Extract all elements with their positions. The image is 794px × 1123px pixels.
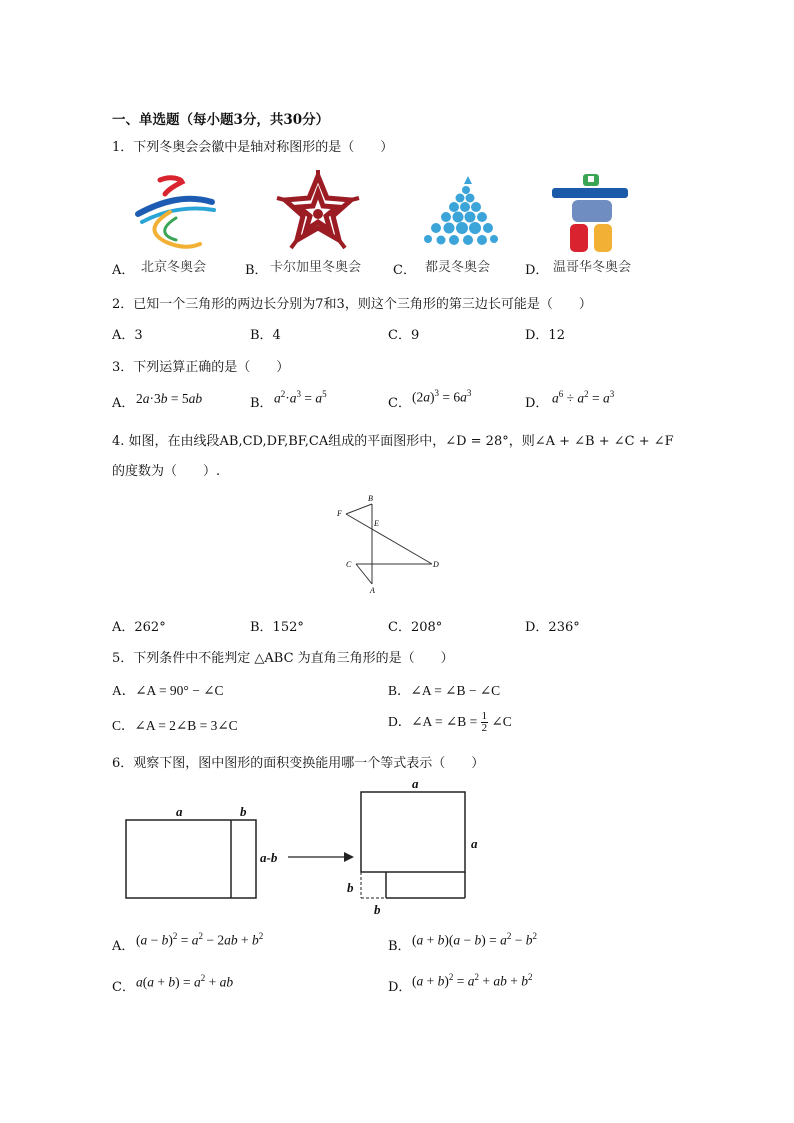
q3-option-b-letter: B． [250,396,273,411]
q1-option-a-label: 北京冬奥会 [141,260,207,275]
question-6-stem: 6．观察下图，图中图形的面积变换能用哪一个等式表示（ ） [112,756,485,771]
q6-label-b-left: b [240,804,247,819]
q6-option-a-letter: A． [112,939,135,954]
q4-label-d: D [433,560,439,569]
q1-option-b-label: 卡尔加里冬奥会 [270,260,362,275]
q6-label-b-small-bottom: b [374,902,381,917]
q5-option-d-text: D．∠A = ∠B = [388,714,481,729]
q1-option-b-letter: B． [245,263,268,278]
q4-label-b: B [368,494,373,503]
q3-option-a-expr: 2a·3b = 5ab [136,391,203,406]
calgary-emblem [275,170,361,256]
q1-option-a-letter: A． [112,263,135,278]
beijing-emblem [130,172,220,256]
q6-label-a-right: a [471,836,478,851]
q4-label-e: E [374,519,379,528]
vancouver-emblem [548,170,634,256]
q1-option-c-label: 都灵冬奥会 [425,260,491,275]
q5-option-d-fraction: $\frac{1}{2}$ [481,710,488,735]
q3-option-c-expr: $(2a)^3 = 6a^3$ [412,388,472,405]
q4-option-a: A．262° [112,620,166,635]
q6-option-c-expr: $a(a + b) = a^2$ + ab [136,973,234,990]
q6-option-d-expr: $(a + b)^2 = a^2$ + ab + $b^2$ [412,972,533,989]
section-title: 一、单选题（每小题3分，共30分） [112,112,330,128]
q6-option-b-letter: B． [388,939,411,954]
q6-label-a-left: a [176,804,183,819]
q4-option-d: D．236° [525,620,580,635]
torino-emblem [416,174,500,252]
q4-option-b: B．152° [250,620,304,635]
q6-label-a-top: a [412,776,419,791]
q2-option-a: A．3 [112,328,143,343]
q6-option-a-expr: $(a - b)^2 = a^2 - 2ab + b^2$ [136,931,264,948]
q6-option-b-expr: $(a + b)(a - b) = a^2 - b^2$ [412,931,537,948]
q5-option-b: B．∠A = ∠B − ∠C [388,683,501,698]
q6-option-d-letter: D． [388,980,412,995]
question-2-stem: 2．已知一个三角形的两边长分别为7和3，则这个三角形的第三边长可能是（ ） [112,297,592,312]
question-4-stem-line2: 的度数为（ ）. [112,464,221,479]
question-4-stem-line1: 4. 如图，在由线段AB,CD,DF,BF,CA组成的平面图形中，∠D = 28°，则∠A + ∠B + ∠C + ∠F [112,434,674,449]
q5-option-d [388,710,512,734]
q1-option-c-letter: C． [393,263,416,278]
q3-option-c-letter: C． [388,396,411,411]
q4-figure [334,492,444,596]
q3-option-a-letter: A． [112,396,135,411]
q6-label-b-small-left: b [347,880,354,895]
q2-option-c: C．9 [388,328,420,343]
q5-option-c: C．∠A = 2∠B = 3∠C [112,718,238,733]
q5-option-d-tail: ∠C [491,714,512,729]
q6-label-a-minus-b: a-b [260,850,278,865]
question-5-stem: 5．下列条件中不能判定 △ABC 为直角三角形的是（ ） [112,651,454,666]
q6-option-c-letter: C． [112,980,135,995]
q4-option-c: C．208° [388,620,443,635]
q4-label-f: F [337,509,342,518]
question-1-stem: 1．下列冬奥会会徽中是轴对称图形的是（ ） [112,140,394,155]
q4-label-c: C [346,560,352,569]
q3-option-b-expr: $a^2\cdot a^3 = a^5$ [274,389,327,406]
q3-option-d-letter: D． [525,396,549,411]
q4-label-a: A [370,586,375,595]
q6-figure [118,774,498,918]
q2-option-b: B．4 [250,328,281,343]
q2-option-d: D．12 [525,328,565,343]
q1-option-d-letter: D． [525,263,549,278]
q1-option-d-label: 温哥华冬奥会 [553,260,632,275]
q5-option-a: A．∠A = 90° − ∠C [112,683,224,698]
q3-option-d-expr: $a^6 \div a^2 = a^3$ [552,389,615,406]
question-3-stem: 3．下列运算正确的是（ ） [112,360,290,375]
